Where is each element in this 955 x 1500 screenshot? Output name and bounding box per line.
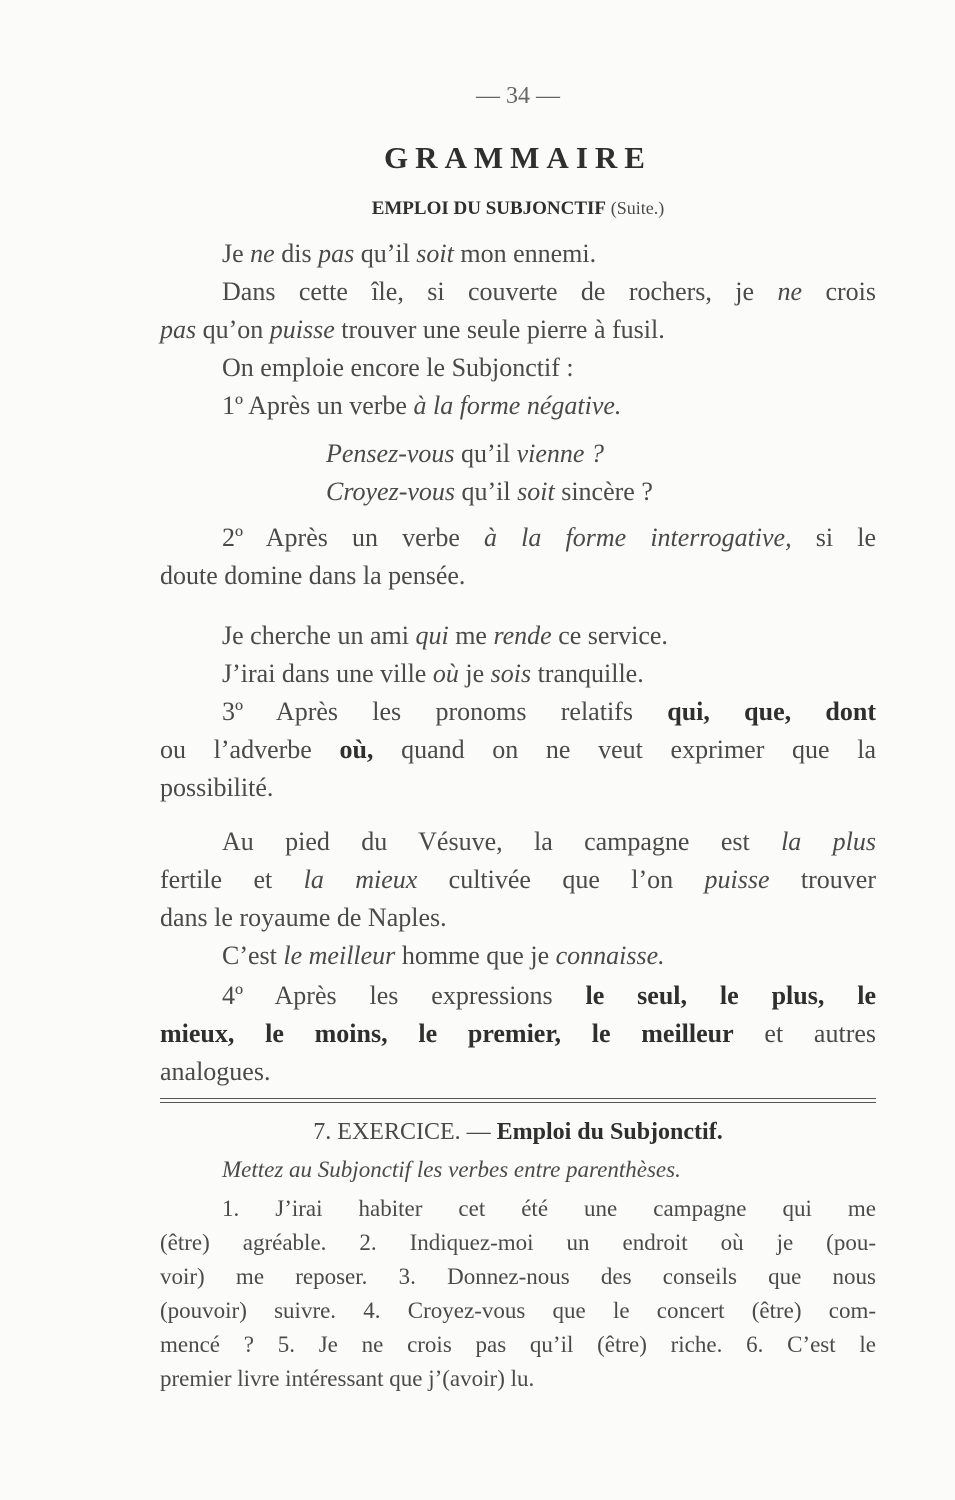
paragraph-line: 3º Après les pronoms relatifs qui, que, dont (222, 697, 876, 726)
paragraph-line: possibilité. (160, 773, 274, 802)
page-title: GRAMMAIRE (384, 140, 652, 175)
exercise-line: premier livre intéressant que j’(avoir) lu. (160, 1366, 535, 1391)
example-line: Pensez-vous qu’il vienne ? (326, 439, 604, 468)
example-line: Croyez-vous qu’il soit sincère ? (326, 477, 653, 506)
paragraph-line: Je ne dis pas qu’il soit mon ennemi. (222, 239, 597, 268)
paragraph-line: analogues. (160, 1057, 271, 1086)
exercise-line: voir) me reposer. 3. Donnez-nous des conseils que nous (160, 1264, 876, 1289)
paragraph-line: 4º Après les expressions le seul, le plus, le (222, 981, 876, 1010)
example-line: fertile et la mieux cultivée que l’on puisse trouver (160, 865, 876, 894)
example-line: dans le royaume de Naples. (160, 903, 447, 932)
section-subtitle: EMPLOI DU SUBJONCTIF (Suite.) (371, 198, 665, 219)
paragraph-line: mieux, le moins, le premier, le meilleur et autres (160, 1019, 877, 1048)
exercise-line: (pouvoir) suivre. 4. Croyez-vous que le concert (être) com- (160, 1298, 876, 1323)
divider (160, 1098, 876, 1099)
paragraph-line: 1º Après un verbe à la forme négative. (222, 391, 622, 420)
exercise-heading: 7. EXERCICE. — Emploi du Subjonctif. (313, 1119, 723, 1145)
paragraph-line: ou l’adverbe où, quand on ne veut exprimer que la (160, 735, 876, 764)
page-number: — 34 — (476, 83, 560, 109)
example-line: C’est le meilleur homme que je connaisse. (222, 941, 665, 970)
exercise-instruction: Mettez au Subjonctif les verbes entre parenthèses. (222, 1157, 681, 1182)
divider (160, 1102, 876, 1103)
exercise-line: mencé ? 5. Je ne crois pas qu’il (être) riche. 6. C’est le (160, 1332, 876, 1357)
paragraph-line: pas qu’on puisse trouver une seule pierre à fusil. (160, 315, 665, 344)
paragraph-line: doute domine dans la pensée. (160, 561, 466, 590)
example-line: J’irai dans une ville où je sois tranquille. (222, 659, 644, 688)
example-line: Au pied du Vésuve, la campagne est la plus (222, 827, 876, 856)
paragraph-line: On emploie encore le Subjonctif : (222, 353, 574, 382)
exercise-line: (être) agréable. 2. Indiquez-moi un endroit où je (pou- (160, 1230, 876, 1255)
exercise-line: 1. J’irai habiter cet été une campagne qui me (222, 1196, 876, 1221)
paragraph-line: Dans cette île, si couverte de rochers, je ne crois (222, 277, 877, 306)
paragraph-line: 2º Après un verbe à la forme interrogative, si le (222, 523, 876, 552)
example-line: Je cherche un ami qui me rende ce service. (222, 621, 668, 650)
